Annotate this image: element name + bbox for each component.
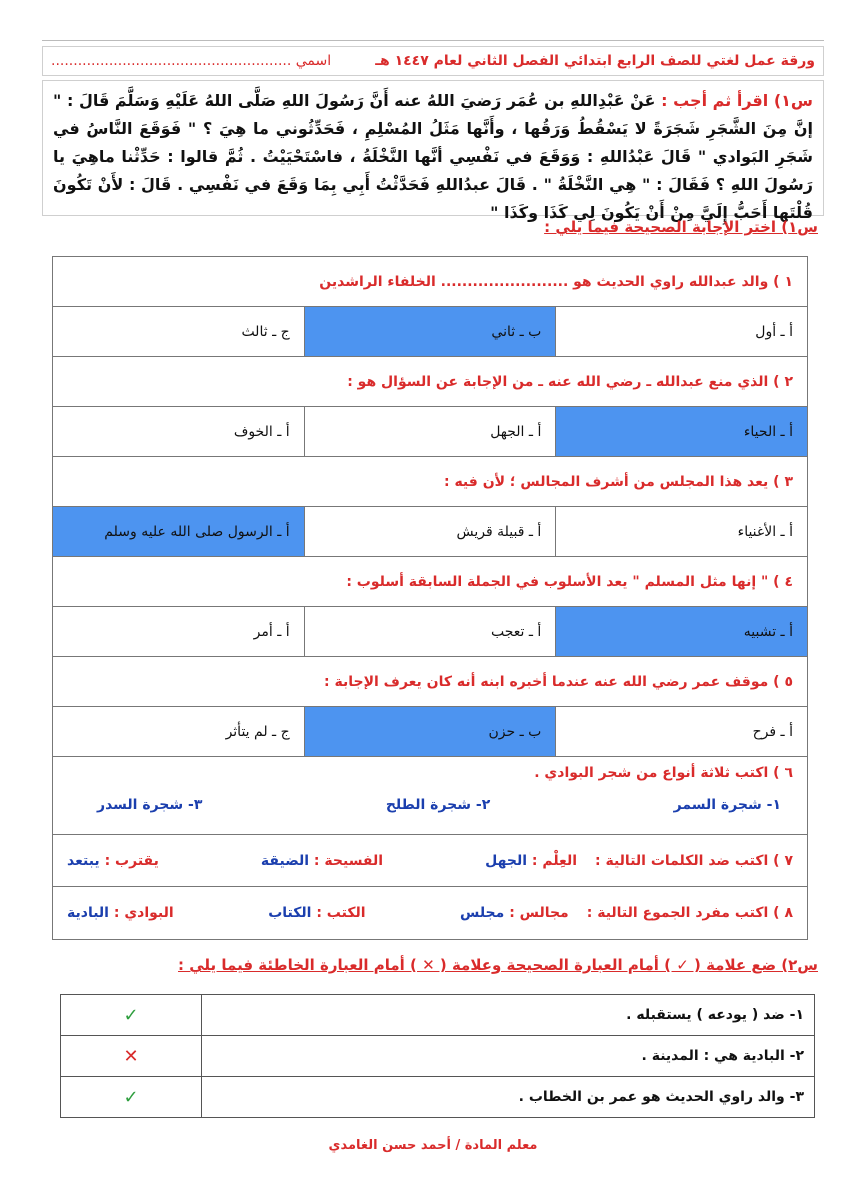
opposite-word-2: الفسيحة : [313, 852, 384, 869]
true-false-table [60, 994, 815, 1118]
mcq-2-option-c[interactable]: أ ـ الخوف [233, 423, 290, 440]
worksheet-title: ورقة عمل لغتي للصف الرابع ابتدائي الفصل الثاني لعام ١٤٤٧ هـ [375, 53, 815, 69]
tf-statement-1: ١- ضد ( يودعه ) يستقبله . [202, 995, 815, 1036]
trees-answers [67, 797, 793, 813]
mcq-table [52, 256, 808, 940]
trees-question-block [53, 757, 807, 835]
q2-heading: س٢) ضع علامة ( ✓ ) أمام العبارة الصحيحة وعلامة ( ✕ ) أمام العبارة الخاطئة فيما يلي : [178, 956, 818, 974]
opposite-word-3: يقترب : [104, 852, 159, 869]
trees-question: ٦ ) اكتب ثلاثة أنواع من شجر البوادي . [534, 765, 793, 781]
opposites-pairs [67, 853, 577, 869]
mcq-3-option-b[interactable]: أ ـ قبيلة قريش [304, 507, 556, 556]
mcq-question-2: ٢ ) الذي منع عبدالله ـ رضي الله عنه ـ من الإجابة عن السؤال هو : [53, 357, 807, 407]
mcq-4-option-a-selected[interactable]: أ ـ تشبيه [555, 607, 807, 656]
tf-statement-2: ٢- البادية هي : المدينة . [202, 1036, 815, 1077]
mcq-options-5 [53, 707, 807, 757]
mcq-1-option-b-selected[interactable]: ب ـ ثاني [304, 307, 556, 356]
student-name-field[interactable]: اسمي ...................................................... [51, 53, 332, 69]
singular-answer-3: البادية [67, 905, 109, 921]
mcq-question-3: ٣ ) يعد هذا المجلس من أشرف المجالس ؛ لأن فيه : [53, 457, 807, 507]
singular-word-1: مجالس : [509, 905, 569, 921]
mcq-5-option-c[interactable]: ج ـ لم يتأثر [225, 723, 290, 740]
mcq-2-option-b[interactable]: أ ـ الجهل [304, 407, 556, 456]
mcq-4-option-c[interactable]: أ ـ أمر [253, 623, 290, 640]
opposite-pair-2 [261, 853, 383, 869]
mcq-question-1: ١ ) والد عبدالله راوي الحديث هو ........................ الخلفاء الراشدين [53, 257, 807, 307]
singular-word-2: الكتب : [316, 905, 366, 921]
q1-heading: س١) اختر الإجابة الصحيحة فيما يلي : [544, 218, 818, 236]
mcq-1-option-a[interactable]: أ ـ أول [555, 307, 807, 356]
check-icon[interactable]: ✓ [61, 1077, 202, 1118]
opposite-answer-3: يبتعد [67, 852, 100, 869]
tree-answer-3: ٣- شجرة السدر [97, 797, 203, 813]
mcq-5-option-b-selected[interactable]: ب ـ حزن [304, 707, 556, 756]
check-icon[interactable]: ✓ [61, 995, 202, 1036]
singulars-pairs [67, 905, 569, 921]
mcq-5-option-a[interactable]: أ ـ فرح [555, 707, 807, 756]
teacher-signature: معلم المادة / أحمد حسن الغامدي [328, 1138, 538, 1153]
singular-pair-2 [268, 905, 365, 921]
singulars-row [53, 887, 807, 939]
top-rule [42, 40, 824, 41]
mcq-3-option-c-selected[interactable]: أ ـ الرسول صلى الله عليه وسلم [53, 507, 304, 556]
opposite-answer-2: الضيقة [260, 852, 310, 869]
table-row [61, 1036, 815, 1077]
mcq-question-4: ٤ ) " إنها مثل المسلم " يعد الأسلوب في الجملة السابقة أسلوب : [53, 557, 807, 607]
singulars-question: ٨ ) اكتب مفرد الجموع التالية : [586, 905, 793, 921]
passage-label: س١) اقرأ ثم أجب : [661, 91, 813, 110]
mcq-2-option-a-selected[interactable]: أ ـ الحياء [555, 407, 807, 456]
mcq-4-option-b[interactable]: أ ـ تعجب [304, 607, 556, 656]
worksheet-header [42, 46, 824, 76]
mcq-options-3 [53, 507, 807, 557]
mcq-3-option-a[interactable]: أ ـ الأغنياء [555, 507, 807, 556]
tree-answer-1: ١- شجرة السمر [673, 797, 781, 813]
opposite-pair-3 [67, 853, 159, 869]
mcq-options-4 [53, 607, 807, 657]
mcq-question-5: ٥ ) موقف عمر رضي الله عنه عندما أخبره ابنه أنه كان يعرف الإجابة : [53, 657, 807, 707]
singular-pair-3 [67, 905, 174, 921]
mcq-options-2 [53, 407, 807, 457]
opposite-word-1: العِلْم : [531, 852, 577, 869]
singular-answer-1: مجلس [460, 905, 505, 921]
mcq-options-1 [53, 307, 807, 357]
hadith-passage [42, 80, 824, 222]
cross-icon[interactable]: ✕ [61, 1036, 202, 1077]
opposites-question: ٧ ) اكتب ضد الكلمات التالية : [595, 852, 793, 869]
opposite-answer-1: الجهل [485, 852, 527, 869]
singular-word-3: البوادي : [113, 905, 174, 921]
opposite-pair-1 [485, 853, 577, 869]
table-row [61, 1077, 815, 1118]
mcq-1-option-c[interactable]: ج ـ ثالث [241, 323, 290, 340]
singular-pair-1 [460, 905, 569, 921]
singular-answer-2: الكتاب [268, 905, 312, 921]
opposites-row [53, 835, 807, 887]
tree-answer-2: ٢- شجرة الطلح [385, 797, 491, 813]
tf-statement-3: ٣- والد راوي الحديث هو عمر بن الخطاب . [202, 1077, 815, 1118]
passage-text: عَنْ عَبْدِاللهِ بن عُمَر رَضيَ اللهُ عنه أَنَّ رَسُولَ اللهِ صَلَّى اللهُ عَلَيْهِ وَسَلَّمَ قَالَ : " إنَّ مِنَ الشَّجَرِ شَجَرَةً لا يَسْقُطُ وَرَقُها ، وأَنَّها مَثَلُ المُسْلِمِ ، فَحَدِّثُوني ما هِيَ ؟ " فَوَقَعَ النَّاسُ في شَجَرِ البَوادي " قَالَ عَبْدُاللهِ : وَوَقَعَ في نَفْسِي أنَّها النَّخْلَةُ ، فاسْتَحْيَيْتُ . ثُمَّ قالوا : حَدِّثْنا ماهِيَ يا رَسُولَ اللهِ ؟ فَقَالَ : " هِي النَّخْلَةُ " . قَالَ عبدُاللهِ فَحَدَّثْتُ أَبِي بِمَا وَقَعَ في نَفْسِي . قَالَ : لأَنْ تَكُونَ قُلْتَها أَحَبُّ إِلَيَّ مِنْ أَنْ يَكُونَ لِي كَذَا وكَذَا " [53, 91, 813, 222]
table-row [61, 995, 815, 1036]
